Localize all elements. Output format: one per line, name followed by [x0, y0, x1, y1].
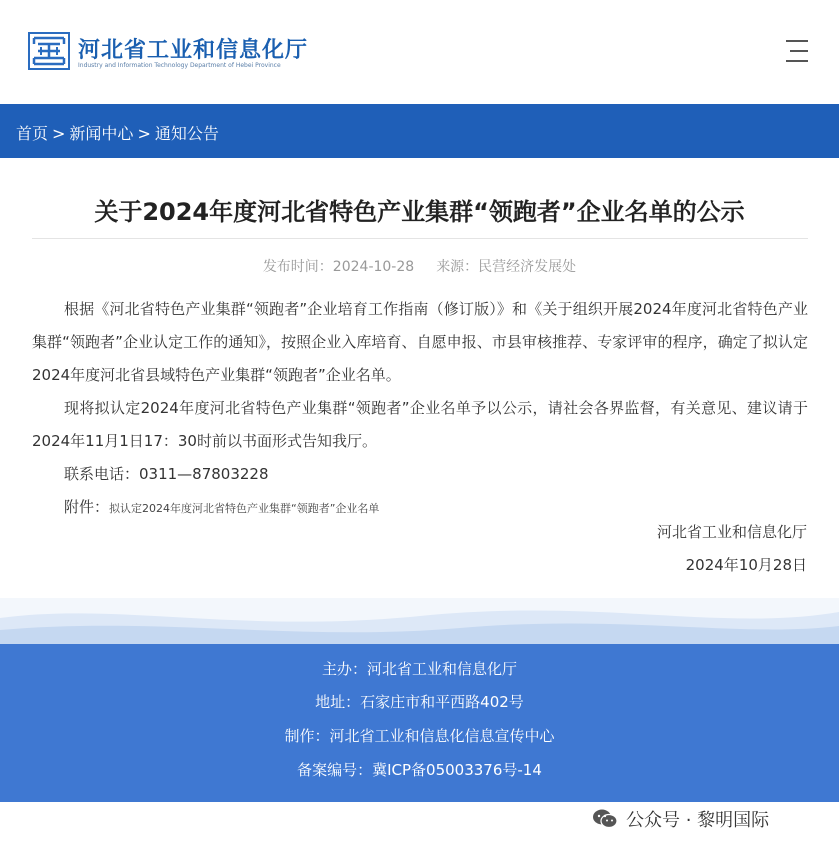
site-header: [0, 0, 839, 104]
article-meta: [0, 256, 839, 276]
title-divider: [32, 238, 808, 239]
site-footer: [0, 644, 839, 802]
logo-title[interactable]: 河北省工业和信息化厅: [78, 38, 309, 63]
breadcrumb-separator: >: [137, 124, 151, 143]
page-title: 关于2024年度河北省特色产业集群“领跑者”企业名单的公示: [94, 198, 745, 226]
article-body: [32, 293, 808, 525]
footer-host: 主办：河北省工业和信息化厅: [321, 660, 517, 678]
watermark-text: 公众号 · 黎明国际: [626, 810, 770, 831]
breadcrumb: [16, 121, 219, 144]
footer-producer: 制作：河北省工业和信息化信息宣传中心: [284, 727, 555, 745]
footer-icp[interactable]: 备案编号：冀ICP备05003376号-14: [297, 761, 542, 779]
hamburger-menu-icon[interactable]: [784, 38, 812, 64]
wechat-icon: [592, 808, 618, 830]
article-source: 来源：民营经济发展处: [436, 259, 577, 275]
breadcrumb-notices[interactable]: 通知公告: [154, 124, 219, 143]
footer-address: 地址：石家庄市和平西路402号: [315, 693, 524, 711]
attachment-label: 附件：: [64, 498, 110, 516]
attachment-link[interactable]: 拟认定2024年度河北省特色产业集群“领跑者”企业名单: [109, 502, 380, 515]
signature-date: 2024年10月28日: [685, 556, 807, 574]
breadcrumb-separator: >: [52, 124, 66, 143]
attachment-row: [32, 491, 808, 525]
footer-wave-decoration: [0, 598, 839, 644]
signature-org: 河北省工业和信息化厅: [656, 523, 807, 541]
wechat-watermark: [592, 804, 769, 834]
paragraph-2: 现将拟认定2024年度河北省特色产业集群“领跑者”企业名单予以公示，请社会各界监督，有关意见、建议请于2024年11月1日17：30时前以书面形式告知我厅。: [32, 399, 808, 450]
paragraph-1: 根据《河北省特色产业集群“领跑者”企业培育工作指南（修订版）》和《关于组织开展2024年度河北省特色产业集群“领跑者”企业认定工作的通知》，按照企业入库培育、自愿申报、市县审核推荐、专家评审的程序，确定了拟认定2024年度河北省县域特色产业集群“领跑者”企业名单。: [32, 300, 808, 384]
breadcrumb-home[interactable]: 首页: [16, 124, 49, 143]
logo-icon[interactable]: [28, 32, 70, 70]
breadcrumb-news-center[interactable]: 新闻中心: [69, 124, 134, 143]
logo-subtitle: Industry and Information Technology Department of Hebei Province: [78, 62, 281, 69]
contact-phone: 联系电话：0311—87803228: [64, 465, 269, 483]
publish-time: 发布时间：2024-10-28: [262, 259, 415, 275]
breadcrumb-bar: [0, 104, 839, 158]
